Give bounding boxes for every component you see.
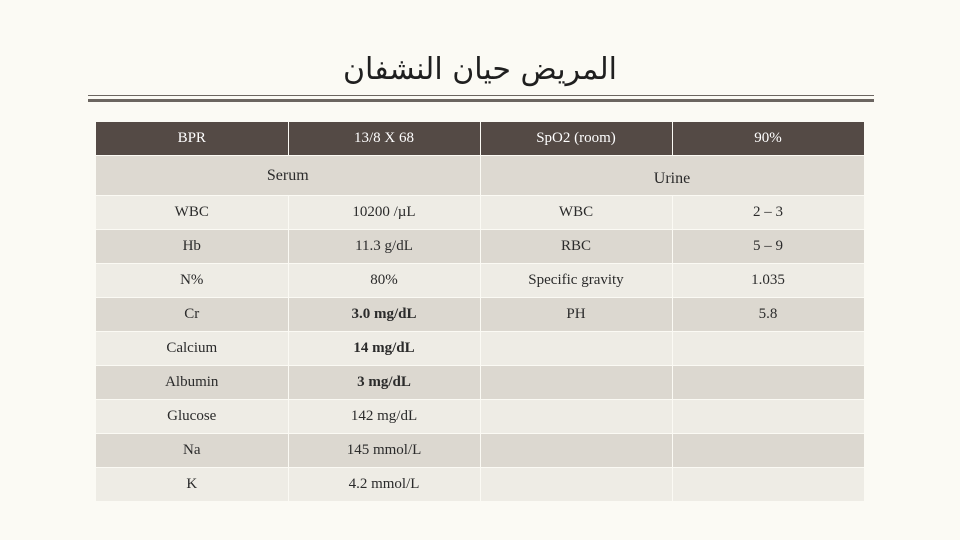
serum-test-name: Calcium [96,332,288,366]
urine-test-name: PH [480,298,672,332]
table-row [96,196,864,230]
urine-test-name: RBC [480,230,672,264]
urine-test-value [672,400,864,434]
bpr-label: BPR [96,122,288,156]
serum-test-value: 11.3 g/dL [288,230,480,264]
urine-test-value [672,332,864,366]
urine-section-label: Urine [480,156,864,196]
bpr-value: 13/8 X 68 [288,122,480,156]
urine-test-value: 5 – 9 [672,230,864,264]
page-title: المريض حيان النشفان [343,52,617,87]
serum-test-name: Glucose [96,400,288,434]
urine-test-value: 2 – 3 [672,196,864,230]
serum-test-name: Na [96,434,288,468]
urine-test-value [672,366,864,400]
serum-test-name: N% [96,264,288,298]
serum-test-value: 4.2 mmol/L [288,468,480,502]
serum-test-name: Cr [96,298,288,332]
lab-results-table [96,122,865,502]
title-divider-thick [88,99,874,102]
urine-test-name [480,400,672,434]
serum-section-label: Serum [96,156,480,196]
table-row [96,468,864,502]
table-row [96,298,864,332]
spo2-value: 90% [672,122,864,156]
serum-test-name: K [96,468,288,502]
table-row [96,434,864,468]
urine-test-name: Specific gravity [480,264,672,298]
serum-test-name: Albumin [96,366,288,400]
urine-test-value [672,468,864,502]
table-row [96,400,864,434]
urine-test-value: 1.035 [672,264,864,298]
urine-test-value [672,434,864,468]
serum-test-name: WBC [96,196,288,230]
urine-test-name: WBC [480,196,672,230]
section-header-row [96,156,864,196]
serum-test-value: 3.0 mg/dL [288,298,480,332]
serum-test-value: 3 mg/dL [288,366,480,400]
table-row [96,332,864,366]
vitals-header-row [96,122,864,156]
table-row [96,230,864,264]
table-row [96,264,864,298]
spo2-label: SpO2 (room) [480,122,672,156]
urine-test-name [480,468,672,502]
table-row [96,366,864,400]
urine-test-name [480,366,672,400]
serum-test-value: 142 mg/dL [288,400,480,434]
serum-test-value: 80% [288,264,480,298]
serum-test-value: 14 mg/dL [288,332,480,366]
urine-test-name [480,332,672,366]
serum-test-name: Hb [96,230,288,264]
urine-test-value: 5.8 [672,298,864,332]
title-divider-thin [88,95,874,96]
serum-test-value: 145 mmol/L [288,434,480,468]
serum-test-value: 10200 /µL [288,196,480,230]
urine-test-name [480,434,672,468]
